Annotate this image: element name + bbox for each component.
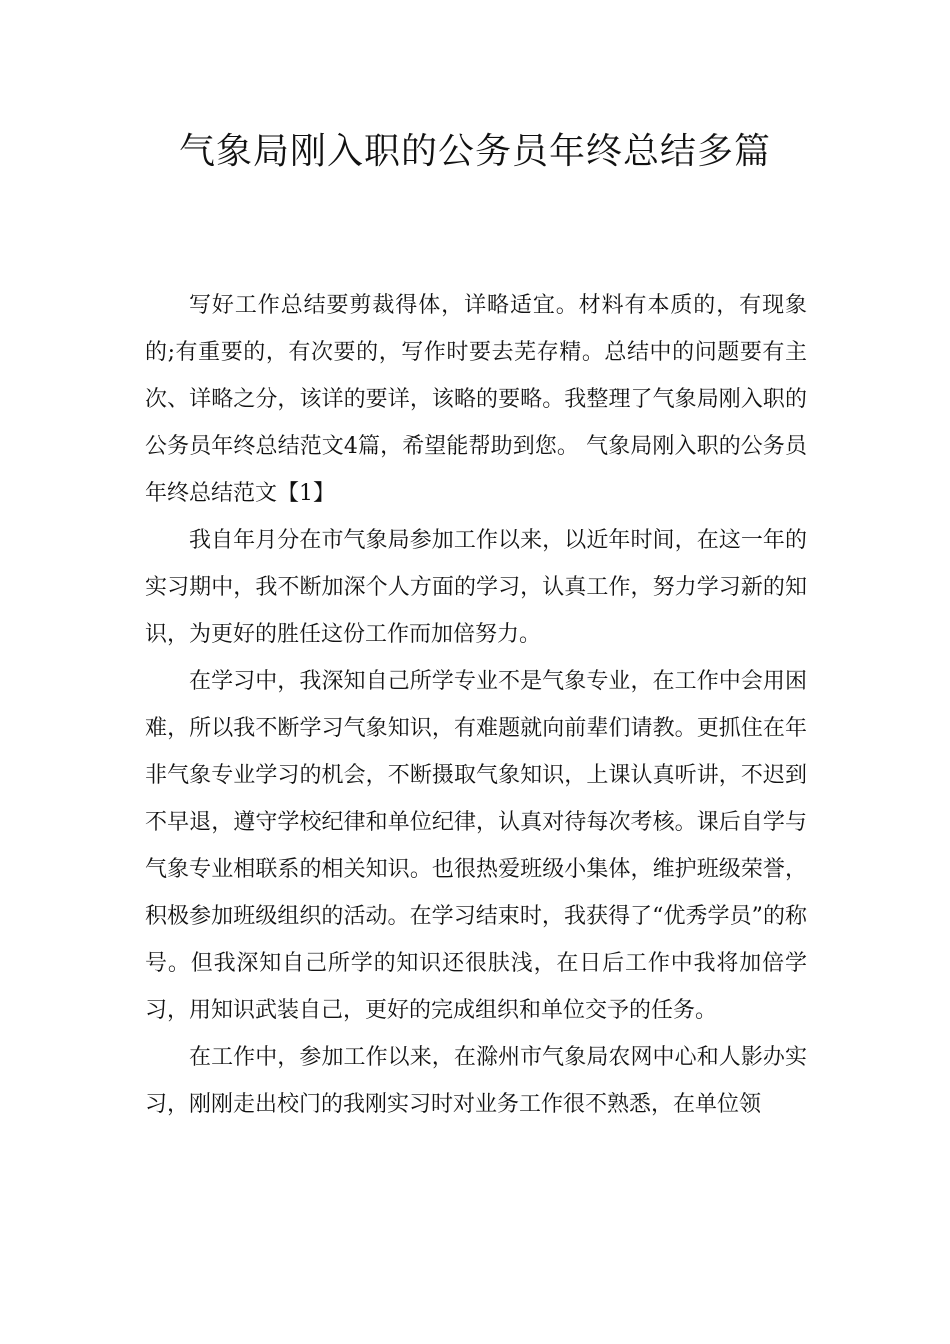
- paragraph-1: 我自年月分在市气象局参加工作以来，以近年时间，在这一年的实习期中，我不断加深个人方面的学习，认真工作，努力学习新的知识，为更好的胜任这份工作而加倍努力。: [145, 528, 807, 647]
- document-title: 气象局刚入职的公务员年终总结多篇: [178, 131, 771, 172]
- paragraph-2: 在学习中，我深知自己所学专业不是气象专业，在工作中会用困难，所以我不断学习气象知识，有难题就向前辈们请教。更抓住在年非气象专业学习的机会，不断摄取气象知识，上课认真听讲，不迟到不早退，遵守学校纪律和单位纪律，认真对待每次考核。课后自学与气象专业相联系的相关知识。也很热爱班级小集体，维护班级荣誉，积极参加班级组织的活动。在学习结束时，我获得了“优秀学员”的称号。但我深知自己所学的知识还很肤浅，在日后工作中我将加倍学习，用知识武装自己，更好的完成组织和单位交予的任务。: [145, 669, 807, 1023]
- document-body: [145, 282, 807, 1128]
- paragraph-intro: 写好工作总结要剪裁得体，详略适宜。材料有本质的，有现象的;有重要的，有次要的，写作时要去芜存精。总结中的问题要有主次、详略之分，该详的要详，该略的要略。我整理了气象局刚入职的公务员年终总结范文4篇，希望能帮助到您。 气象局刚入职的公务员年终总结范文【1】: [145, 293, 807, 506]
- paragraph-3: 在工作中，参加工作以来，在滁州市气象局农网中心和人影办实习，刚刚走出校门的我刚实习时对业务工作很不熟悉，在单位领: [145, 1045, 807, 1117]
